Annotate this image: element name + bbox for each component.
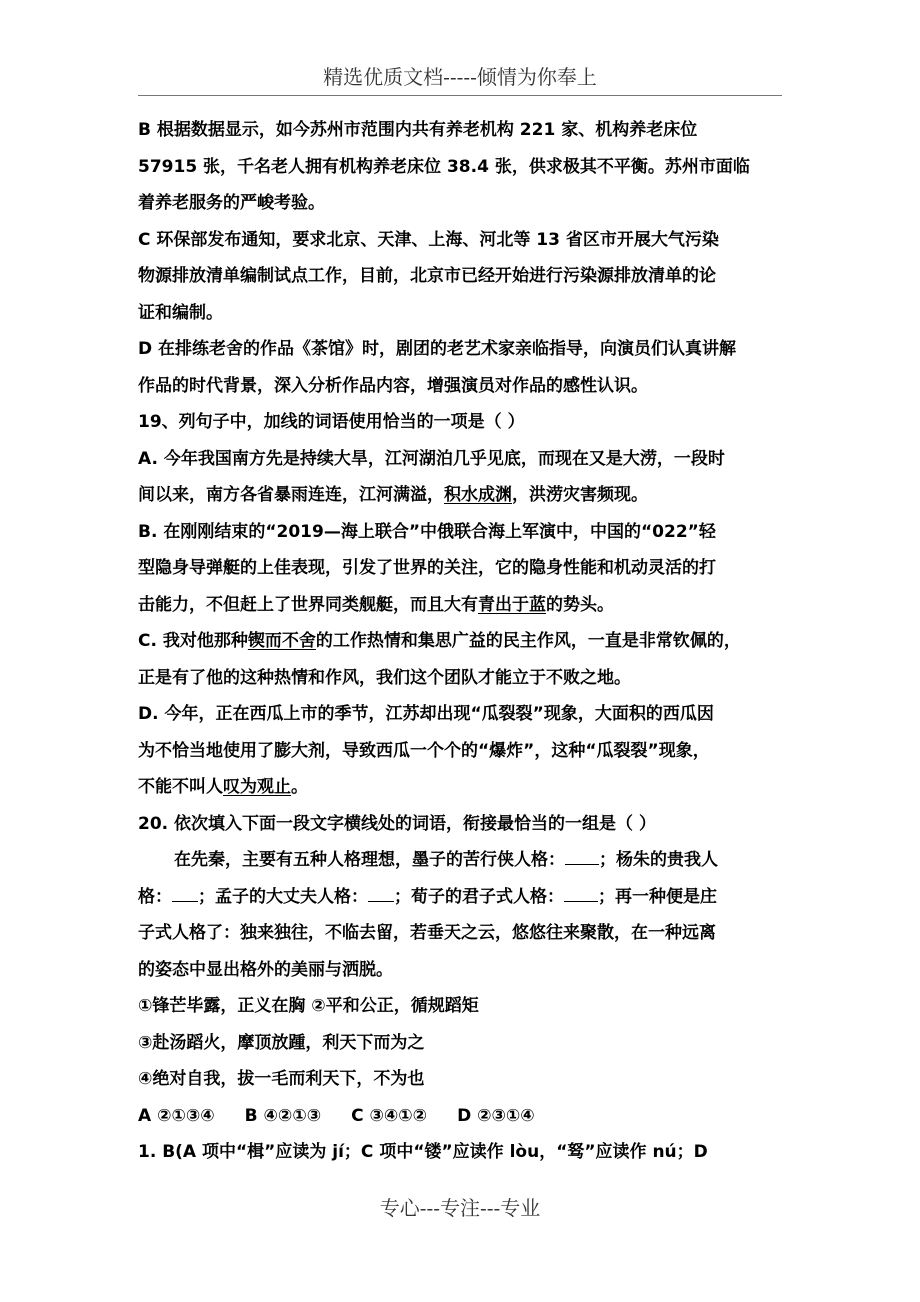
answer-options: [138, 1098, 786, 1135]
text-span: 的势头。: [546, 594, 614, 615]
text-line: A. 今年我国南方先是持续大旱，江河湖泊几乎见底，而现在又是大涝，一段时: [138, 448, 725, 469]
underlined-phrase: 青出于蓝: [478, 594, 546, 615]
text-span: 在先秦，主要有五种人格理想，墨子的苦行侠人格：: [174, 850, 565, 870]
text-line: 作品的时代背景，深入分析作品内容，增强演员对作品的感性认识。: [138, 375, 648, 396]
text-span: 。: [291, 777, 308, 797]
text-line: D. 今年，正在西瓜上市的季节，江苏却出现“瓜裂裂”现象，大面积的西瓜因: [138, 704, 714, 724]
choice-item: ①锋芒毕露，正义在胸 ②平和公正，循规蹈矩: [138, 996, 479, 1016]
answer-blank: [565, 846, 599, 865]
text-line: 物源排放清单编制试点工作，目前，北京市已经开始进行污染源排放清单的论: [138, 266, 716, 286]
text-line: [138, 769, 786, 806]
choice-item: ③赴汤蹈火，摩顶放踵，利天下而为之: [138, 1032, 425, 1053]
text-line: B 根据数据显示，如今苏州市范围内共有养老机构 221 家、机构养老床位: [138, 120, 698, 140]
text-span: 不能不叫人: [138, 777, 223, 797]
choice-item: ④绝对自我，拔一毛而利天下，不为也: [138, 1069, 425, 1089]
text-line: [138, 623, 786, 660]
text-line: 着养老服务的严峻考验。: [138, 193, 325, 213]
text-line: B. 在刚刚结束的“2019—海上联合”中俄联合海上军演中，中国的“022”轻: [138, 521, 716, 542]
underlined-phrase: 叹为观止: [223, 777, 291, 797]
answer-blank: [368, 883, 394, 902]
text-span: 间以来，南方各省暴雨连连，江河满溢，: [138, 485, 444, 505]
text-span: ；杨朱的贵我人: [599, 850, 718, 870]
text-line: D 在排练老舍的作品《茶馆》时，剧团的老艺术家亲临指导，向演员们认真讲解: [138, 339, 737, 359]
answer-blank: [172, 883, 198, 902]
text-line: [138, 477, 786, 514]
answer-explanation: 1. B(A 项中“楫”应读为 jí；C 项中“镂”应读作 lòu，“驽”应读作 nú；D: [138, 1142, 708, 1162]
option-b: B ④②①③: [244, 1105, 322, 1126]
answer-blank: [564, 883, 598, 902]
text-span: ；再一种便是庄: [598, 886, 717, 907]
question-20-stem: 20. 依次填入下面一段文字横线处的词语，衔接最恰当的一组是（ ）: [138, 813, 656, 834]
text-span: ；孟子的大丈夫人格：: [198, 886, 368, 907]
text-line: 证和编制。: [138, 302, 223, 323]
text-line: [138, 879, 786, 916]
text-line: 子式人格了：独来独往，不临去留，若垂天之云，悠悠往来聚散，在一种远离: [138, 923, 716, 943]
text-span: 的工作热情和集思广益的民主作风，一直是非常钦佩的，: [315, 631, 741, 651]
option-a: A ②①③④: [138, 1105, 215, 1126]
text-line: 57915 张，千名老人拥有机构养老床位 38.4 张，供求极其不平衡。苏州市面临: [138, 156, 750, 177]
page-header: 精选优质文档-----倾情为你奉上: [138, 62, 782, 96]
text-line: [138, 842, 786, 879]
underlined-phrase: 锲而不舍: [247, 631, 316, 651]
option-c: C ③④①②: [351, 1105, 428, 1126]
text-span: 击能力，不但赶上了世界同类舰艇，而且大有: [138, 594, 478, 615]
text-line: [138, 587, 786, 624]
text-span: ，洪涝灾害频现。: [512, 485, 648, 505]
document-body: [138, 112, 786, 1171]
underlined-phrase: 积水成渊: [444, 485, 512, 505]
text-line: 的姿态中显出格外的美丽与洒脱。: [138, 959, 393, 980]
text-line: 正是有了他的这种热情和作风，我们这个团队才能立于不败之地。: [138, 667, 631, 688]
text-line: C 环保部发布通知，要求北京、天津、上海、河北等 13 省区市开展大气污染: [138, 229, 719, 250]
text-span: C. 我对他那种: [138, 631, 248, 651]
text-line: 型隐身导弹艇的上佳表现，引发了世界的关注，它的隐身性能和机动灵活的打: [138, 558, 716, 578]
question-19-stem: 19、列句子中，加线的词语使用恰当的一项是（ ）: [138, 412, 525, 432]
text-span: ；荀子的君子式人格：: [394, 886, 564, 907]
text-span: 格：: [138, 886, 172, 907]
page-footer: 专心---专注---专业: [379, 1196, 541, 1220]
text-line: 为不恰当地使用了膨大剂，导致西瓜一个个的“爆炸”，这种“瓜裂裂”现象，: [138, 740, 710, 761]
option-d: D ②③①④: [457, 1105, 535, 1126]
